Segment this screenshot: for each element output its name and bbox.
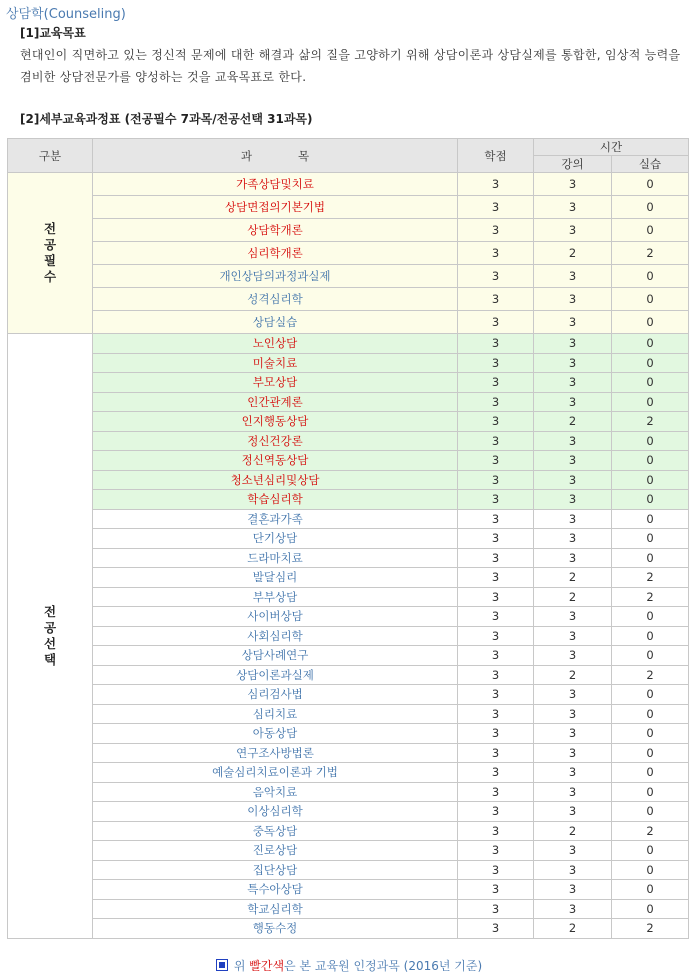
lecture-cell: 3 <box>534 196 612 219</box>
lecture-cell: 3 <box>534 173 612 196</box>
subject-cell: 청소년심리및상담 <box>93 470 458 490</box>
practice-cell: 0 <box>612 431 689 451</box>
credit-cell: 3 <box>458 743 534 763</box>
subject-cell: 사회심리학 <box>93 626 458 646</box>
practice-cell: 0 <box>612 470 689 490</box>
table-row <box>8 470 689 490</box>
lecture-cell: 3 <box>534 899 612 919</box>
table-row <box>8 802 689 822</box>
credit-cell: 3 <box>458 431 534 451</box>
practice-cell: 0 <box>612 743 689 763</box>
lecture-cell: 3 <box>534 646 612 666</box>
subject-cell: 성격심리학 <box>93 288 458 311</box>
table-row <box>8 880 689 900</box>
subject-cell: 결혼과가족 <box>93 509 458 529</box>
lecture-cell: 3 <box>534 880 612 900</box>
credit-cell: 3 <box>458 373 534 393</box>
subject-cell: 상담이론과실제 <box>93 665 458 685</box>
credit-cell: 3 <box>458 490 534 510</box>
table-row <box>8 196 689 219</box>
subject-cell: 상담사례연구 <box>93 646 458 666</box>
table-row <box>8 509 689 529</box>
lecture-cell: 3 <box>534 548 612 568</box>
practice-cell: 0 <box>612 451 689 471</box>
table-row <box>8 548 689 568</box>
table-row <box>8 288 689 311</box>
subject-cell: 인지행동상담 <box>93 412 458 432</box>
table-row <box>8 265 689 288</box>
credit-cell: 3 <box>458 568 534 588</box>
subject-cell: 행동수정 <box>93 919 458 939</box>
credit-cell: 3 <box>458 607 534 627</box>
subject-cell: 상담실습 <box>93 311 458 334</box>
table-row <box>8 311 689 334</box>
footnote-prefix: 위 <box>233 959 250 973</box>
practice-cell: 0 <box>612 704 689 724</box>
table-row <box>8 431 689 451</box>
practice-cell: 0 <box>612 548 689 568</box>
credit-cell: 3 <box>458 451 534 471</box>
header-lecture: 강의 <box>534 156 612 173</box>
practice-cell: 0 <box>612 334 689 354</box>
practice-cell: 0 <box>612 724 689 744</box>
subject-cell: 진로상담 <box>93 841 458 861</box>
credit-cell: 3 <box>458 821 534 841</box>
subject-cell: 가족상담및치료 <box>93 173 458 196</box>
lecture-cell: 3 <box>534 431 612 451</box>
credit-cell: 3 <box>458 311 534 334</box>
practice-cell: 2 <box>612 587 689 607</box>
subject-cell: 발달심리 <box>93 568 458 588</box>
practice-cell: 0 <box>612 685 689 705</box>
practice-cell: 2 <box>612 412 689 432</box>
practice-cell: 0 <box>612 265 689 288</box>
lecture-cell: 3 <box>534 334 612 354</box>
table-row <box>8 173 689 196</box>
subject-cell: 정신역동상담 <box>93 451 458 471</box>
practice-cell: 2 <box>612 568 689 588</box>
lecture-cell: 2 <box>534 821 612 841</box>
lecture-cell: 3 <box>534 392 612 412</box>
subject-cell: 인간관계론 <box>93 392 458 412</box>
header-time: 시간 <box>534 139 689 156</box>
lecture-cell: 3 <box>534 451 612 471</box>
table-row <box>8 219 689 242</box>
subject-cell: 심리학개론 <box>93 242 458 265</box>
credit-cell: 3 <box>458 919 534 939</box>
practice-cell: 0 <box>612 288 689 311</box>
subject-cell: 단기상담 <box>93 529 458 549</box>
category-label: 전 공 선 택 <box>43 603 57 667</box>
credit-cell: 3 <box>458 353 534 373</box>
practice-cell: 0 <box>612 509 689 529</box>
curriculum-table <box>7 138 689 939</box>
credit-cell: 3 <box>458 219 534 242</box>
table-row <box>8 412 689 432</box>
subject-cell: 심리검사법 <box>93 685 458 705</box>
credit-cell: 3 <box>458 334 534 354</box>
credit-cell: 3 <box>458 860 534 880</box>
header-credit: 학점 <box>458 139 534 173</box>
table-body <box>8 173 689 939</box>
table-row <box>8 685 689 705</box>
practice-cell: 2 <box>612 919 689 939</box>
lecture-cell: 3 <box>534 860 612 880</box>
subject-cell: 특수아상담 <box>93 880 458 900</box>
credit-cell: 3 <box>458 841 534 861</box>
practice-cell: 0 <box>612 373 689 393</box>
practice-cell: 0 <box>612 782 689 802</box>
practice-cell: 2 <box>612 821 689 841</box>
header-practice: 실습 <box>612 156 689 173</box>
practice-cell: 0 <box>612 196 689 219</box>
credit-cell: 3 <box>458 196 534 219</box>
subject-cell: 정신건강론 <box>93 431 458 451</box>
credit-cell: 3 <box>458 173 534 196</box>
footnote-highlight: 빨간색 <box>249 959 285 973</box>
table-row <box>8 704 689 724</box>
table-row <box>8 743 689 763</box>
required-category-cell <box>8 173 93 334</box>
practice-cell: 2 <box>612 242 689 265</box>
table-row <box>8 242 689 265</box>
subject-cell: 부부상담 <box>93 587 458 607</box>
lecture-cell: 2 <box>534 412 612 432</box>
table-row <box>8 353 689 373</box>
lecture-cell: 2 <box>534 242 612 265</box>
lecture-cell: 3 <box>534 704 612 724</box>
credit-cell: 3 <box>458 509 534 529</box>
practice-cell: 0 <box>612 646 689 666</box>
section-curriculum-heading: [2]세부교육과정표 (전공필수 7과목/전공선택 31과목) <box>20 112 313 126</box>
practice-cell: 0 <box>612 529 689 549</box>
credit-cell: 3 <box>458 763 534 783</box>
practice-cell: 0 <box>612 841 689 861</box>
table-row <box>8 568 689 588</box>
subject-cell: 심리치료 <box>93 704 458 724</box>
practice-cell: 0 <box>612 763 689 783</box>
practice-cell: 0 <box>612 173 689 196</box>
table-row <box>8 899 689 919</box>
credit-cell: 3 <box>458 587 534 607</box>
credit-cell: 3 <box>458 412 534 432</box>
practice-cell: 0 <box>612 490 689 510</box>
lecture-cell: 3 <box>534 219 612 242</box>
table-row <box>8 529 689 549</box>
header-category: 구분 <box>8 139 93 173</box>
subject-cell: 학습심리학 <box>93 490 458 510</box>
credit-cell: 3 <box>458 899 534 919</box>
lecture-cell: 3 <box>534 685 612 705</box>
table-row <box>8 451 689 471</box>
lecture-cell: 2 <box>534 665 612 685</box>
lecture-cell: 3 <box>534 607 612 627</box>
table-row <box>8 587 689 607</box>
practice-cell: 0 <box>612 353 689 373</box>
subject-cell: 아동상담 <box>93 724 458 744</box>
subject-cell: 상담학개론 <box>93 219 458 242</box>
subject-cell: 이상심리학 <box>93 802 458 822</box>
table-row <box>8 763 689 783</box>
table-row <box>8 646 689 666</box>
lecture-cell: 3 <box>534 490 612 510</box>
lecture-cell: 3 <box>534 353 612 373</box>
lecture-cell: 3 <box>534 529 612 549</box>
lecture-cell: 3 <box>534 373 612 393</box>
table-row <box>8 724 689 744</box>
practice-cell: 0 <box>612 607 689 627</box>
practice-cell: 0 <box>612 880 689 900</box>
section-goal-heading: [1]교육목표 <box>20 26 86 40</box>
lecture-cell: 3 <box>534 509 612 529</box>
table-row <box>8 665 689 685</box>
table-row <box>8 334 689 354</box>
table-row <box>8 919 689 939</box>
subject-cell: 노인상담 <box>93 334 458 354</box>
table-row <box>8 841 689 861</box>
lecture-cell: 3 <box>534 782 612 802</box>
subject-cell: 부모상담 <box>93 373 458 393</box>
subject-cell: 드라마치료 <box>93 548 458 568</box>
practice-cell: 0 <box>612 626 689 646</box>
elective-category-cell <box>8 334 93 939</box>
lecture-cell: 3 <box>534 724 612 744</box>
lecture-cell: 2 <box>534 587 612 607</box>
credit-cell: 3 <box>458 704 534 724</box>
credit-cell: 3 <box>458 529 534 549</box>
credit-cell: 3 <box>458 724 534 744</box>
table-row <box>8 490 689 510</box>
credit-cell: 3 <box>458 782 534 802</box>
credit-cell: 3 <box>458 880 534 900</box>
credit-cell: 3 <box>458 392 534 412</box>
footnote-suffix: 은 본 교육원 인정과목 (2016년 기준) <box>284 959 483 973</box>
subject-cell: 연구조사방법론 <box>93 743 458 763</box>
credit-cell: 3 <box>458 288 534 311</box>
credit-cell: 3 <box>458 548 534 568</box>
practice-cell: 0 <box>612 899 689 919</box>
table-row <box>8 626 689 646</box>
credit-cell: 3 <box>458 242 534 265</box>
practice-cell: 0 <box>612 311 689 334</box>
footnote <box>0 957 698 974</box>
table-row <box>8 392 689 412</box>
table-row <box>8 373 689 393</box>
subject-cell: 집단상담 <box>93 860 458 880</box>
table-row <box>8 821 689 841</box>
subject-cell: 음악치료 <box>93 782 458 802</box>
practice-cell: 0 <box>612 860 689 880</box>
credit-cell: 3 <box>458 665 534 685</box>
lecture-cell: 3 <box>534 288 612 311</box>
practice-cell: 0 <box>612 219 689 242</box>
subject-cell: 개인상담의과정과실제 <box>93 265 458 288</box>
page-title: 상담학(Counseling) <box>6 7 126 22</box>
practice-cell: 0 <box>612 392 689 412</box>
lecture-cell: 3 <box>534 841 612 861</box>
credit-cell: 3 <box>458 685 534 705</box>
subject-cell: 상담면접의기본기법 <box>93 196 458 219</box>
lecture-cell: 3 <box>534 802 612 822</box>
credit-cell: 3 <box>458 470 534 490</box>
credit-cell: 3 <box>458 265 534 288</box>
practice-cell: 0 <box>612 802 689 822</box>
practice-cell: 2 <box>612 665 689 685</box>
square-bullet-icon <box>216 959 228 971</box>
header-subject: 과 목 <box>93 139 458 173</box>
lecture-cell: 3 <box>534 265 612 288</box>
subject-cell: 미술치료 <box>93 353 458 373</box>
lecture-cell: 3 <box>534 743 612 763</box>
lecture-cell: 2 <box>534 568 612 588</box>
table-row <box>8 782 689 802</box>
credit-cell: 3 <box>458 626 534 646</box>
subject-cell: 중독상담 <box>93 821 458 841</box>
lecture-cell: 3 <box>534 311 612 334</box>
lecture-cell: 3 <box>534 470 612 490</box>
credit-cell: 3 <box>458 802 534 822</box>
lecture-cell: 2 <box>534 919 612 939</box>
subject-cell: 사이버상담 <box>93 607 458 627</box>
subject-cell: 예술심리치료이론과 기법 <box>93 763 458 783</box>
lecture-cell: 3 <box>534 626 612 646</box>
table-row <box>8 607 689 627</box>
subject-cell: 학교심리학 <box>93 899 458 919</box>
category-label: 전 공 필 수 <box>43 221 57 284</box>
table-row <box>8 860 689 880</box>
lecture-cell: 3 <box>534 763 612 783</box>
credit-cell: 3 <box>458 646 534 666</box>
section-goal-text: 현대인이 직면하고 있는 정신적 문제에 대한 해결과 삶의 질을 고양하기 위해 상담이론과 상담실제를 통합한, 임상적 능력을 겸비한 상담전문가를 양성하는 것을 교육목표로 한다. <box>20 48 681 84</box>
